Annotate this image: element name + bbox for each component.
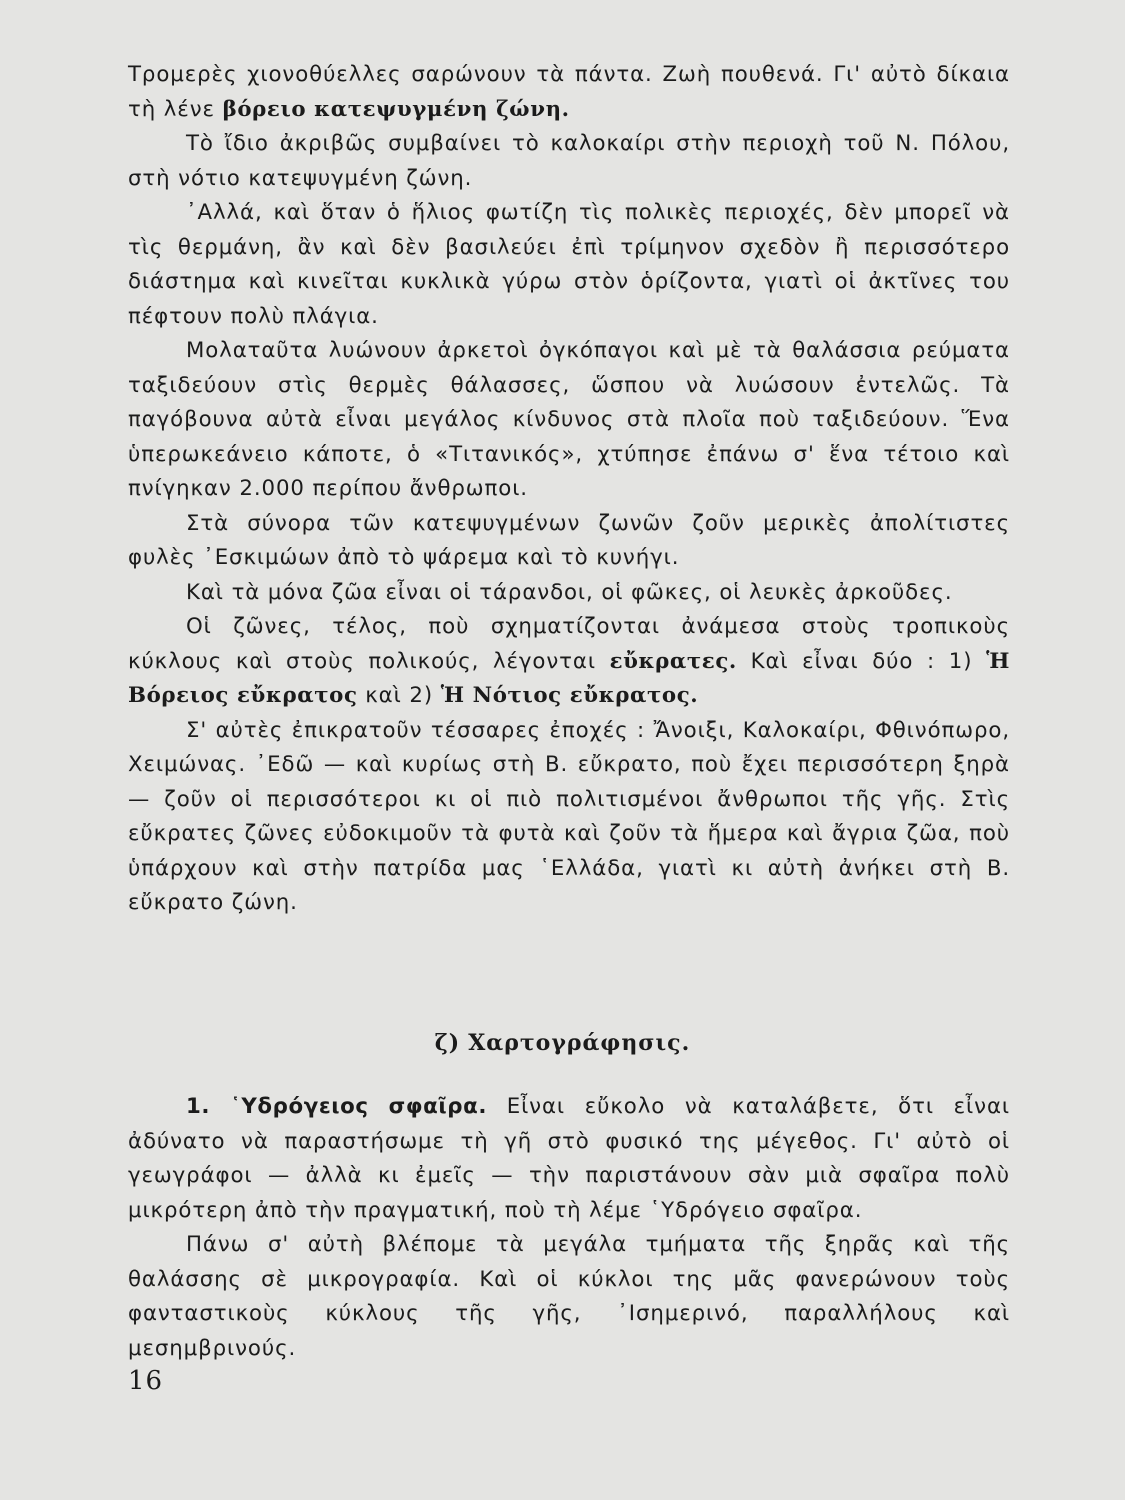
paragraph-7: Οἱ ζῶνες, τέλος, ποὺ σχηματίζονται ἀνάμεσα στοὺς τροπικοὺς κύκλους καὶ στοὺς πολικούς, λέγονται εὔκρατες. Καὶ εἶναι δύο : 1) Ἡ Βόρειος εὔκρατος καὶ 2) Ἡ Νότιος εὔκρατος. — [128, 614, 1010, 708]
bold-term: Ἡ Νότιος εὔκρατος. — [440, 683, 699, 708]
bold-term: Ἡ Βόρειος εὔκρατος — [128, 648, 1010, 708]
section-text — [128, 1090, 1010, 1366]
paragraph-3: ᾿Αλλά, καὶ ὅταν ὁ ἥλιος φωτίζη τὶς πολικὲς περιοχές, δὲν μπορεῖ νὰ τὶς θερμάνη, ἂν καὶ δὲν βασιλεύει ἐπὶ τρίμηνον σχεδὸν ἢ περισσότερο διάστημα καὶ κινεῖται κυκλικὰ γύρω στὸν ὁρίζοντα, γιατὶ οἱ ἀκτῖνες του πέφτουν πολὺ πλάγια. — [128, 200, 1010, 329]
paragraph-2: Τὸ ἴδιο ἀκριβῶς συμβαίνει τὸ καλοκαίρι στὴν περιοχὴ τοῦ Ν. Πόλου, στὴ νότιο κατεψυγμένη ζώνη. — [128, 131, 1010, 191]
paragraph-10: Πάνω σ' αὐτὴ βλέπομε τὰ μεγάλα τμήματα τῆς ξηρᾶς καὶ τῆς θαλάσσης σὲ μικρογραφία. Καὶ οἱ κύκλοι της μᾶς φανερώνουν τοὺς φανταστικοὺς κύκλους τῆς γῆς, ᾿Ισημερινό, παραλλήλους καὶ μεσημβρινούς. — [128, 1232, 1010, 1361]
paragraph-5: Στὰ σύνορα τῶν κατεψυγμένων ζωνῶν ζοῦν μερικὲς ἀπολίτιστες φυλὲς ᾿Εσκιμώων ἀπὸ τὸ ψάρεμα καὶ τὸ κυνήγι. — [128, 510, 1010, 570]
paragraph-8: Σ' αὐτὲς ἐπικρατοῦν τέσσαρες ἐποχές : Ἄνοιξι, Καλοκαίρι, Φθινόπωρο, Χειμώνας. ᾿Εδῶ — καὶ κυρίως στὴ Β. εὔκρατο, ποὺ ἔχει περισσότερη ξηρὰ — ζοῦν οἱ περισσότεροι κι οἱ πιὸ πολιτισμένοι ἄνθρωποι τῆς γῆς. Στὶς εὔκρατες ζῶνες εὐδοκιμοῦν τὰ φυτὰ καὶ ζοῦν τὰ ἥμερα καὶ ἄγρια ζῶα, ποὺ ὑπάρχουν καὶ στὴν πατρίδα μας ῾Ελλάδα, γιατὶ κι αὐτὴ ἀνήκει στὴ Β. εὔκρατο ζώνη. — [128, 717, 1010, 915]
paragraph-1: Τρομερὲς χιονοθύελλες σαρώνουν τὰ πάντα. Ζωὴ πουθενά. Γι' αὐτὸ δίκαια τὴ λένε βόρειο κατεψυγμένη ζώνη. — [128, 62, 1010, 122]
main-text — [128, 58, 1010, 921]
paragraph-4: Μολαταῦτα λυώνουν ἀρκετοὶ ὀγκόπαγοι καὶ μὲ τὰ θαλάσσια ρεύματα ταξιδεύουν στὶς θερμὲς θάλασσες, ὥσπου νὰ λυώσουν ἐντελῶς. Τὰ παγόβουνα αὐτὰ εἶναι μεγάλος κίνδυνος στὰ πλοῖα ποὺ ταξιδεύουν. Ἕνα ὑπερωκεάνειο κάποτε, ὁ «Τιτανικός», χτύπησε ἐπάνω σ' ἕνα τέτοιο καὶ πνίγηκαν 2.000 περίπου ἄνθρωποι. — [128, 338, 1010, 501]
bold-term: εὔκρατες. — [609, 648, 737, 674]
page-number: 16 — [128, 1366, 164, 1396]
section-title: Χαρτογράφησις. — [468, 1030, 691, 1056]
section-heading — [0, 1030, 1125, 1056]
paragraph-9: 1. ῾Υδρόγειος σφαῖρα. Εἶναι εὔκολο νὰ καταλάβετε, ὅτι εἶναι ἀδύνατο νὰ παραστήσωμε τὴ γῆ στὸ φυσικό της μέγεθος. Γι' αὐτὸ οἱ γεωγράφοι — ἀλλὰ κι ἐμεῖς — τὴν παριστάνουν σὰν μιὰ σφαῖρα πολὺ μικρότερη ἀπὸ τὴν πραγματική, ποὺ τὴ λέμε ῾Υδρόγειο σφαῖρα. — [128, 1094, 1010, 1223]
subsection-heading: 1. ῾Υδρόγειος σφαῖρα. — [186, 1094, 488, 1119]
section-label: ζ) — [434, 1030, 461, 1056]
paragraph-6: Καὶ τὰ μόνα ζῶα εἶναι οἱ τάρανδοι, οἱ φῶκες, οἱ λευκὲς ἀρκοῦδες. — [186, 579, 953, 605]
bold-term: βόρειο κατεψυγμένη ζώνη. — [222, 96, 570, 122]
